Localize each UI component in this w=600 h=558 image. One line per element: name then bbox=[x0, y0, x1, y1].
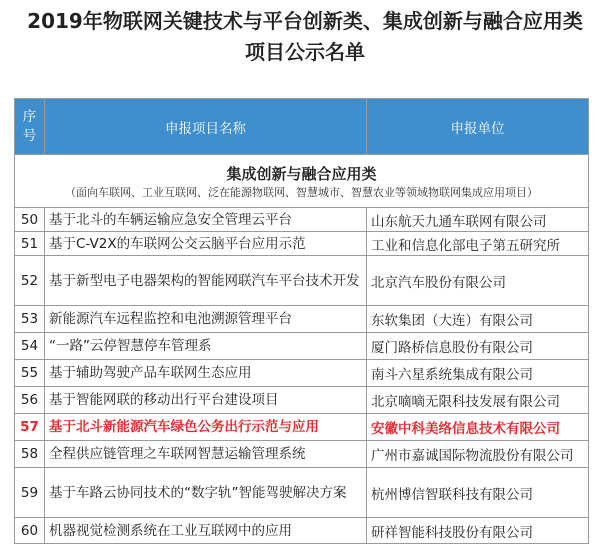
table-row bbox=[15, 387, 589, 414]
row-number: 56 bbox=[15, 387, 45, 414]
category-row bbox=[15, 155, 589, 208]
table-row bbox=[15, 518, 589, 544]
table-header-row bbox=[15, 99, 589, 155]
project-name: 基于车路云协同技术的“数字轨”智能驾驶解决方案 bbox=[45, 468, 367, 518]
unit-name: 南斗六星系统集成有限公司 bbox=[367, 360, 589, 387]
unit-name: 厦门路桥信息股份有限公司 bbox=[367, 333, 589, 360]
unit-name: 研祥智能科技股份有限公司 bbox=[367, 518, 589, 544]
document-title bbox=[20, 6, 590, 68]
title-line-2: 项目公示名单 bbox=[245, 40, 365, 64]
row-number: 60 bbox=[15, 518, 45, 544]
project-name: 新能源汽车远程监控和电池溯源管理平台 bbox=[45, 306, 367, 333]
table-row bbox=[15, 208, 589, 232]
category-title: 集成创新与融合应用类 bbox=[226, 164, 377, 183]
project-name: 基于C-V2X的车联网公交云脑平台应用示范 bbox=[45, 232, 367, 256]
row-number: 52 bbox=[15, 256, 45, 306]
unit-name: 东软集团（大连）有限公司 bbox=[367, 306, 589, 333]
row-number: 57 bbox=[15, 414, 45, 441]
header-seq-char-1: 序 bbox=[22, 108, 37, 125]
table-row-highlighted bbox=[15, 414, 589, 441]
project-name: 基于新型电子电器架构的智能网联汽车平台技术开发 bbox=[45, 256, 367, 306]
project-name: 机器视觉检测系统在工业互联网中的应用 bbox=[45, 518, 367, 544]
header-project-name: 申报项目名称 bbox=[45, 99, 367, 155]
project-name: 基于北斗新能源汽车绿色公务出行示范与应用 bbox=[45, 414, 367, 441]
project-name: 基于北斗的车辆运输应急安全管理云平台 bbox=[45, 208, 367, 232]
project-table bbox=[14, 98, 589, 544]
unit-name: 山东航天九通车联网有限公司 bbox=[367, 208, 589, 232]
header-seq bbox=[15, 99, 45, 155]
row-number: 58 bbox=[15, 441, 45, 468]
project-name: 全程供应链管理之车联网智慧运输管理系统 bbox=[45, 441, 367, 468]
unit-name: 杭州博信智联科技有限公司 bbox=[367, 468, 589, 518]
row-number: 54 bbox=[15, 333, 45, 360]
table-row bbox=[15, 256, 589, 306]
row-number: 50 bbox=[15, 208, 45, 232]
row-number: 53 bbox=[15, 306, 45, 333]
row-number: 55 bbox=[15, 360, 45, 387]
project-name: “一路”云停智慧停车管理系 bbox=[45, 333, 367, 360]
title-line-1: 2019年物联网关键技术与平台创新类、集成创新与融合应用类 bbox=[27, 9, 583, 33]
unit-name: 工业和信息化部电子第五研究所 bbox=[367, 232, 589, 256]
table-row bbox=[15, 360, 589, 387]
category-subtitle: （面向车联网、工业互联网、泛在能源物联网、智慧城市、智慧农业等领域物联网集成应用项目） bbox=[65, 185, 538, 199]
project-name: 基于智能网联的移动出行平台建设项目 bbox=[45, 387, 367, 414]
table-row bbox=[15, 468, 589, 518]
header-unit: 申报单位 bbox=[367, 99, 589, 155]
row-number: 51 bbox=[15, 232, 45, 256]
header-seq-char-2: 号 bbox=[22, 127, 37, 144]
unit-name: 北京嘀嘀无限科技发展有限公司 bbox=[367, 387, 589, 414]
unit-name: 广州市嘉诚国际物流股份有限公司 bbox=[367, 441, 589, 468]
table-row bbox=[15, 333, 589, 360]
table-row bbox=[15, 441, 589, 468]
table-row bbox=[15, 306, 589, 333]
project-name: 基于辅助驾驶产品车联网生态应用 bbox=[45, 360, 367, 387]
table-row bbox=[15, 232, 589, 256]
category-cell bbox=[15, 155, 589, 208]
row-number: 59 bbox=[15, 468, 45, 518]
unit-name: 北京汽车股份有限公司 bbox=[367, 256, 589, 306]
unit-name: 安徽中科美络信息技术有限公司 bbox=[367, 414, 589, 441]
